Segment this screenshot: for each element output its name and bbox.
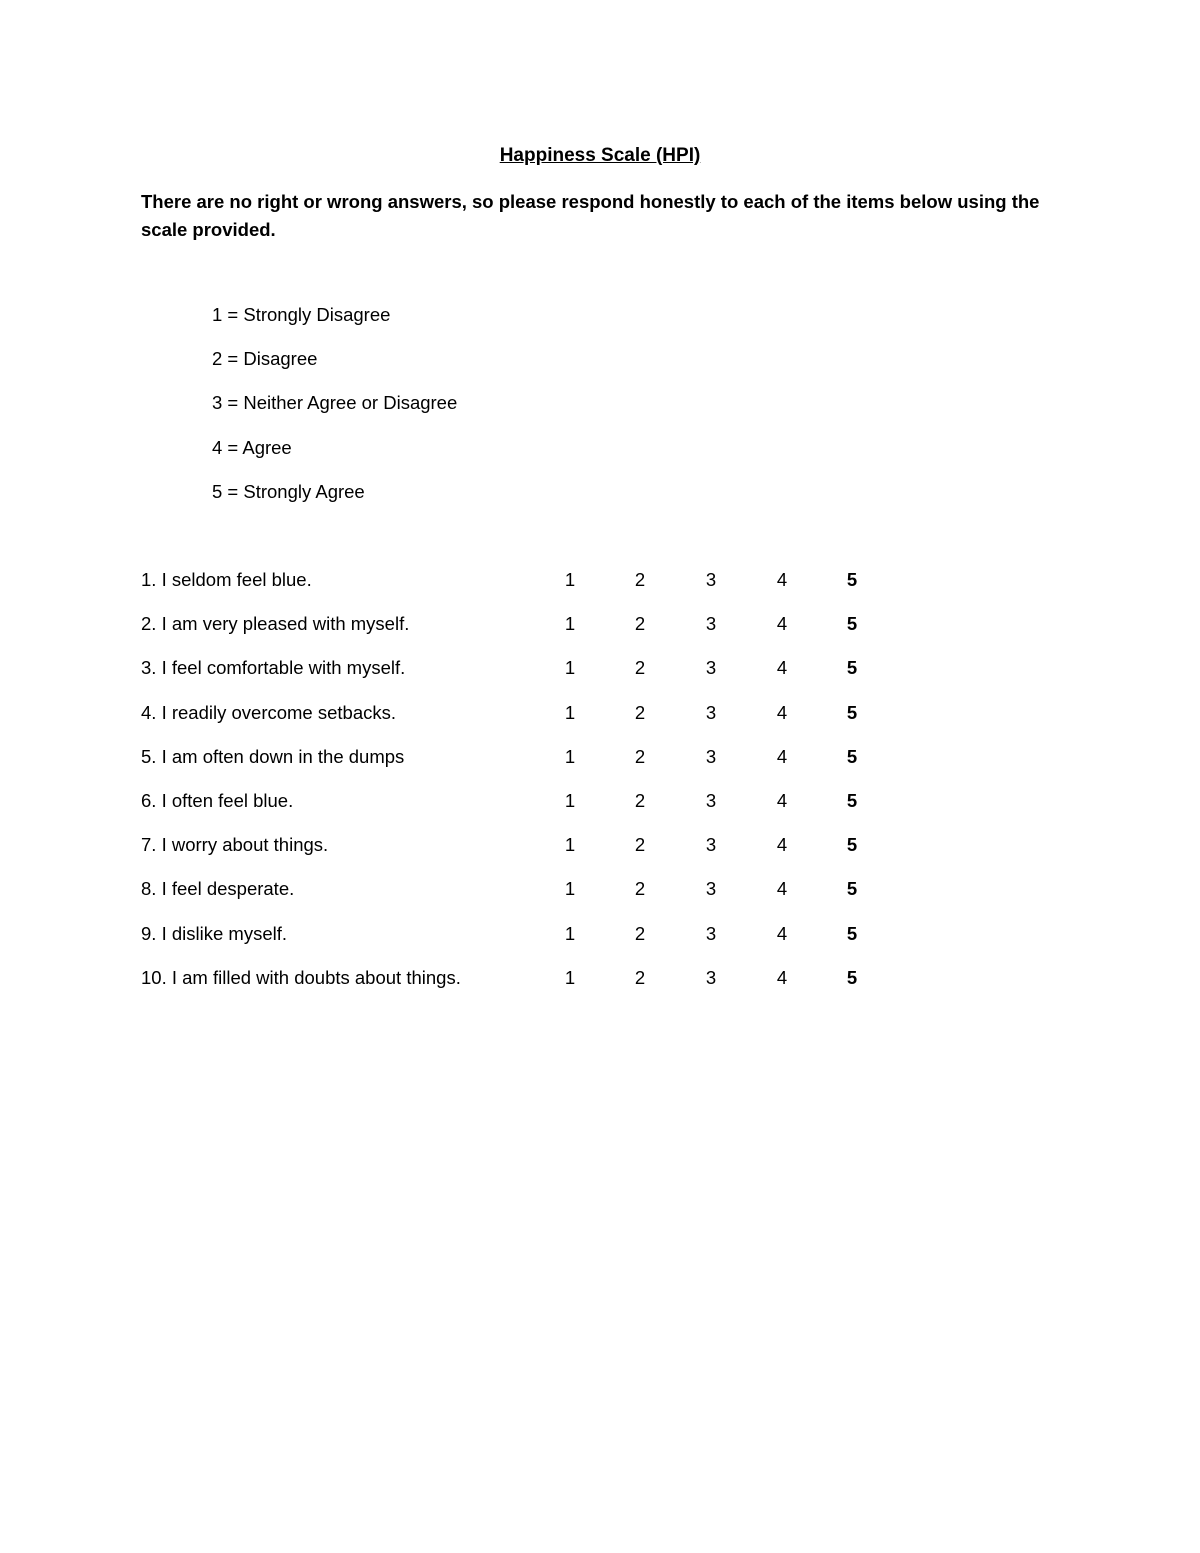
rating-option-2: 2 [634,701,646,723]
rating-option-1: 1 [564,789,576,811]
rating-option-1: 1 [564,657,576,679]
rating-option-3: 3 [705,966,717,988]
scale-item: 4 = Agree [212,436,292,458]
rating-option-4: 4 [776,613,788,635]
scale-item: 2 = Disagree [212,348,318,370]
item-text: I am very pleased with myself. [161,613,410,635]
item-text: I seldom feel blue. [161,569,312,590]
item-text: I worry about things. [161,834,329,856]
item-text: I feel comfortable with myself. [161,657,406,679]
rating-option-2: 2 [634,834,646,856]
rating-option-2: 2 [634,657,646,679]
rating-option-4: 4 [776,701,788,723]
rating-option-4: 4 [776,834,788,856]
rating-option-3: 3 [705,613,717,635]
item-statement [141,745,404,769]
rating-option-2: 2 [634,922,646,944]
rating-option-3: 3 [705,789,717,811]
questionnaire-items [141,568,901,1010]
rating-option-3: 3 [705,701,717,723]
rating-option-1: 1 [564,878,576,900]
rating-option-4: 4 [776,878,788,900]
item-number: 4. [141,701,157,723]
rating-option-5: 5 [846,834,858,856]
questionnaire-row [141,833,901,877]
questionnaire-row [141,701,901,745]
questionnaire-row [141,877,901,921]
rating-option-1: 1 [564,966,576,988]
item-statement [141,922,287,946]
rating-option-4: 4 [776,569,788,590]
rating-option-2: 2 [634,789,646,811]
item-number: 3. [141,657,157,679]
rating-option-3: 3 [705,745,717,767]
document-title: Happiness Scale (HPI) [499,145,701,166]
item-statement [141,701,396,725]
item-text: I am filled with doubts about things. [171,966,461,988]
item-number: 5. [141,745,157,767]
rating-option-5: 5 [846,657,858,679]
item-text: I dislike myself. [161,922,287,944]
rating-option-1: 1 [564,834,576,856]
item-number: 2. [141,613,157,635]
item-statement [141,612,409,636]
rating-option-4: 4 [776,657,788,679]
scale-item: 1 = Strongly Disagree [212,304,391,325]
questionnaire-row [141,656,901,700]
rating-option-4: 4 [776,789,788,811]
rating-option-1: 1 [564,922,576,944]
scale-item: 3 = Neither Agree or Disagree [212,392,458,414]
questionnaire-row [141,745,901,789]
questionnaire-row [141,966,901,1010]
rating-option-4: 4 [776,745,788,767]
rating-option-1: 1 [564,701,576,723]
item-number: 6. [141,789,157,811]
scale-legend [212,303,457,524]
rating-option-5: 5 [846,966,858,988]
item-number: 9. [141,922,157,944]
rating-option-2: 2 [634,878,646,900]
item-statement [141,966,461,990]
rating-option-3: 3 [705,922,717,944]
item-statement [141,656,405,680]
item-number: 8. [141,878,157,900]
rating-option-2: 2 [634,569,646,590]
questionnaire-row [141,612,901,656]
rating-option-5: 5 [846,922,858,944]
item-number: 10. [141,966,167,988]
questionnaire-row [141,922,901,966]
questionnaire-row [141,789,901,833]
item-text: I feel desperate. [161,878,295,900]
rating-option-2: 2 [634,966,646,988]
rating-option-3: 3 [705,569,717,590]
rating-option-3: 3 [705,834,717,856]
item-statement [141,789,293,813]
rating-option-2: 2 [634,613,646,635]
rating-option-1: 1 [564,613,576,635]
rating-option-5: 5 [846,613,858,635]
item-text: I often feel blue. [161,789,294,811]
scale-item: 5 = Strongly Agree [212,480,365,502]
rating-option-4: 4 [776,922,788,944]
item-text: I am often down in the dumps [161,745,405,767]
rating-option-1: 1 [564,745,576,767]
item-statement [141,568,312,592]
item-number: 7. [141,834,157,856]
rating-option-2: 2 [634,745,646,767]
instructions-text: There are no right or wrong answers, so please respond honestly to each of the items below using the scale provided. [141,191,1040,240]
questionnaire-row [141,568,901,612]
item-statement [141,833,328,857]
item-statement [141,877,294,901]
rating-option-4: 4 [776,966,788,988]
item-number: 1. [141,569,157,590]
rating-option-1: 1 [564,569,576,590]
item-text: I readily overcome setbacks. [161,701,397,723]
rating-option-5: 5 [846,789,858,811]
rating-option-5: 5 [846,569,858,590]
rating-option-5: 5 [846,701,858,723]
rating-option-3: 3 [705,657,717,679]
rating-option-5: 5 [846,745,858,767]
rating-option-3: 3 [705,878,717,900]
rating-option-5: 5 [846,878,858,900]
